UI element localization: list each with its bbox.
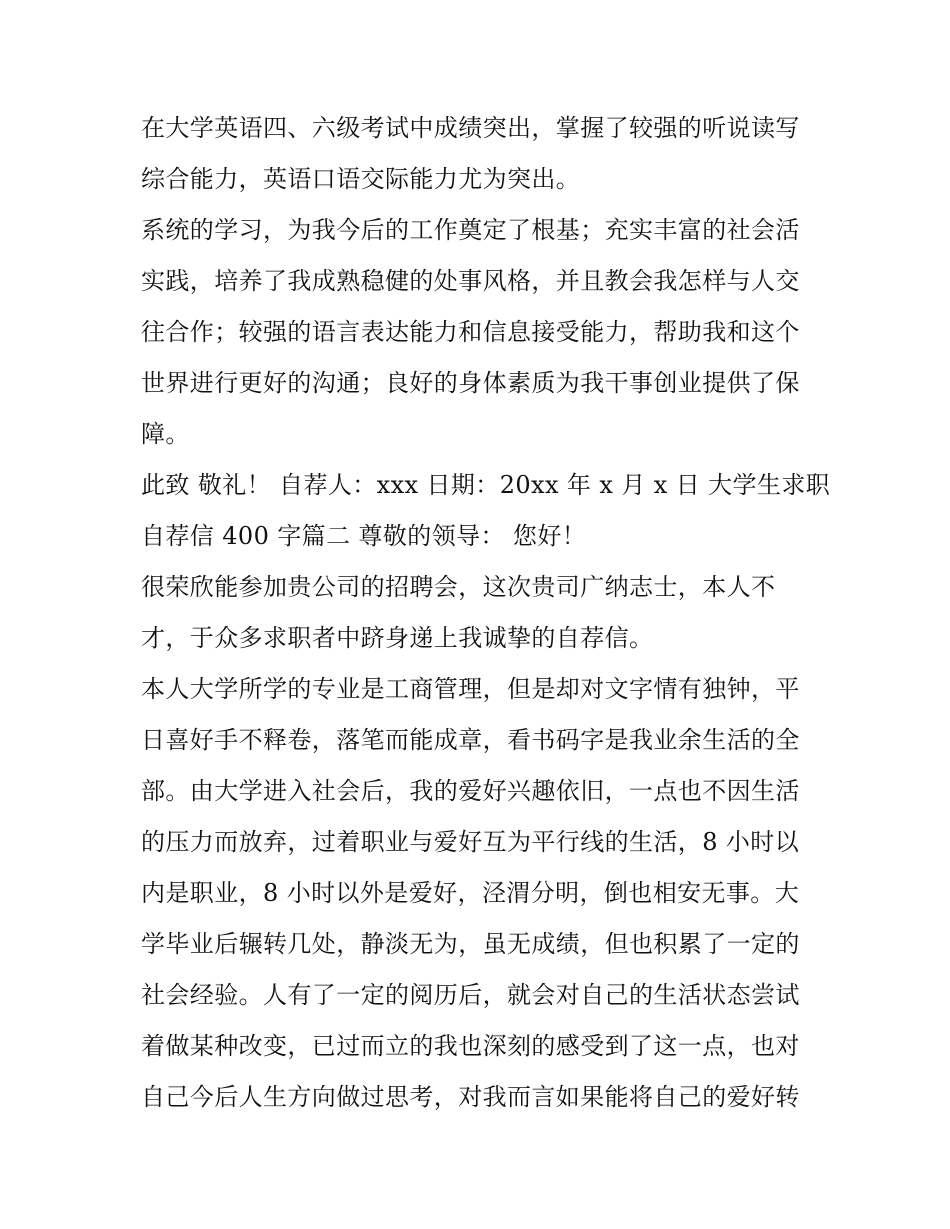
document-body	[141, 103, 831, 1123]
text-line: 的压力而放弃，过着职业与爱好互为平行线的生活，8 小时以	[141, 828, 800, 856]
text-line: 系统的学习，为我今后的工作奠定了根基；充实丰富的社会活	[141, 216, 800, 244]
text-line: 障。	[141, 420, 190, 448]
text-line: 才，于众多求职者中跻身递上我诚挚的自荐信。	[141, 624, 654, 652]
text-line: 此致 敬礼！ 自荐人：xxx 日期：20xx 年 x 月 x 日 大学生求职	[141, 471, 831, 499]
text-line: 实践，培养了我成熟稳健的处事风格，并且教会我怎样与人交	[141, 267, 800, 295]
text-line: 综合能力，英语口语交际能力尤为突出。	[141, 165, 581, 193]
text-line: 自荐信 400 字篇二 尊敬的领导： 您好！	[141, 522, 587, 550]
text-line: 着做某种改变，已过而立的我也深刻的感受到了这一点，也对	[141, 1032, 800, 1060]
text-line: 在大学英语四、六级考试中成绩突出，掌握了较强的听说读写	[141, 114, 800, 142]
text-line: 往合作；较强的语言表达能力和信息接受能力，帮助我和这个	[141, 318, 800, 346]
text-line: 日喜好手不释卷，落笔而能成章，看书码字是我业余生活的全	[141, 726, 800, 754]
text-line: 自己今后人生方向做过思考，对我而言如果能将自己的爱好转	[141, 1083, 800, 1111]
text-line: 学毕业后辗转几处，静淡无为，虽无成绩，但也积累了一定的	[141, 930, 800, 958]
text-line: 世界进行更好的沟通；良好的身体素质为我干事创业提供了保	[141, 369, 800, 397]
text-line: 很荣欣能参加贵公司的招聘会，这次贵司广纳志士，本人不	[141, 573, 776, 601]
text-line: 本人大学所学的专业是工商管理，但是却对文字情有独钟，平	[141, 675, 800, 703]
text-line: 部。由大学进入社会后，我的爱好兴趣依旧，一点也不因生活	[141, 777, 800, 805]
text-line: 内是职业，8 小时以外是爱好，泾渭分明，倒也相安无事。大	[141, 879, 800, 907]
text-line: 社会经验。人有了一定的阅历后，就会对自己的生活状态尝试	[141, 981, 800, 1009]
